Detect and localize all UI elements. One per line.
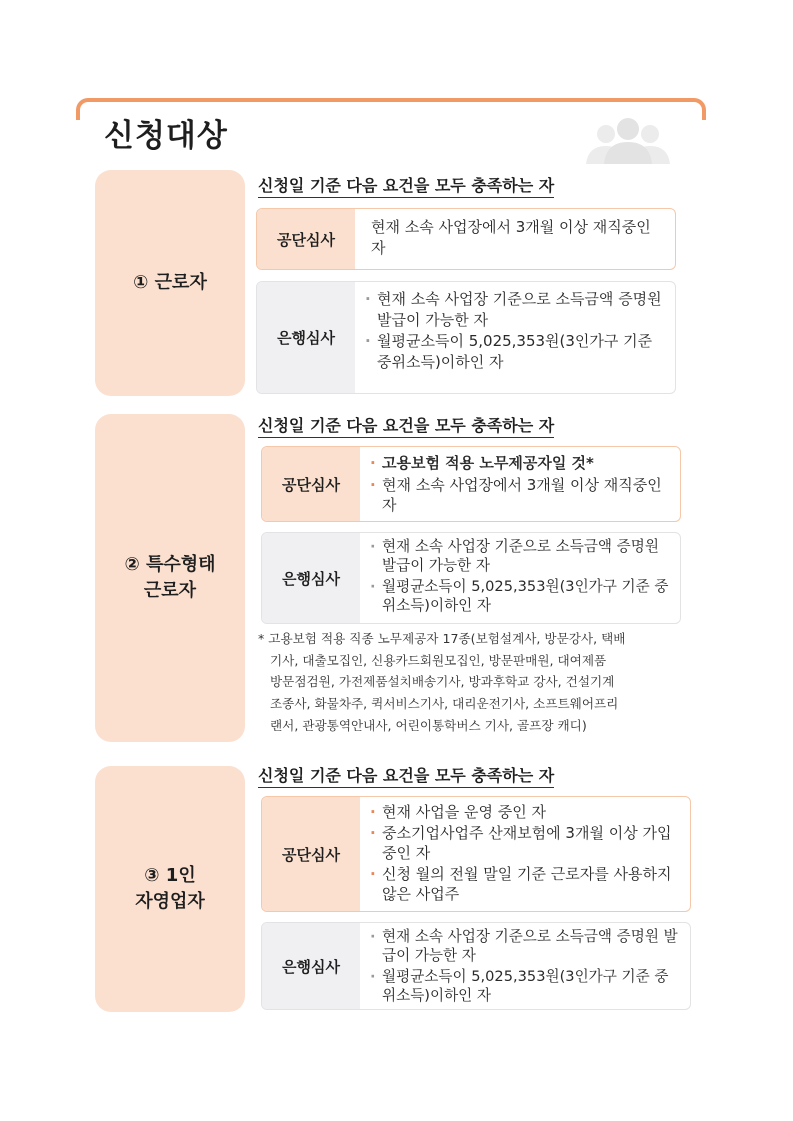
- review-item: [370, 927, 680, 966]
- review-item: [365, 331, 665, 372]
- bullet-dot: ·: [370, 967, 376, 985]
- review-item-text: 현재 소속 사업장 기준으로 소득금액 증명원 발급이 가능한 자: [377, 290, 662, 329]
- footnote-line: 랜서, 관광통역안내사, 어린이통학버스 기사, 골프장 캐디): [270, 717, 587, 733]
- gong-review-box: [261, 446, 681, 522]
- category-label-line: 자영업자: [135, 891, 205, 912]
- bullet-dot: ·: [370, 803, 376, 821]
- review-item: [365, 217, 665, 258]
- review-item: [370, 802, 680, 822]
- footnote-line: 기사, 대출모집인, 신용카드회원모집인, 방문판매원, 대여제품: [270, 652, 607, 668]
- category-panel: [95, 170, 245, 396]
- review-item-text: 현재 사업을 운영 중인 자: [382, 803, 546, 821]
- review-item-text: 월평균소득이 5,025,353원(3인가구 기준 중위소득)이하인 자: [382, 577, 669, 614]
- gong-review-label: 공단심사: [257, 209, 355, 269]
- category-panel: [95, 414, 245, 742]
- footnote: [258, 628, 684, 736]
- bullet-dot: ·: [370, 475, 376, 494]
- bank-review-body: [360, 923, 690, 1009]
- requirement-heading: 신청일 기준 다음 요건을 모두 충족하는 자: [258, 176, 554, 198]
- review-item-text: 신청 월의 전월 말일 기준 근로자를 사용하지 않은 사업주: [382, 865, 672, 904]
- review-item: [370, 577, 670, 616]
- bank-review-label: 은행심사: [262, 533, 360, 623]
- review-item-text: 현재 소속 사업장에서 3개월 이상 재직중인 자: [371, 218, 651, 257]
- category-label: [124, 552, 215, 604]
- bank-review-body: [360, 533, 680, 623]
- category-panel: [95, 766, 245, 1012]
- review-item-text: 고용보험 적용 노무제공자일 것*: [382, 454, 594, 472]
- review-item-text: 현재 소속 사업장 기준으로 소득금액 증명원 발급이 가능한 자: [382, 928, 678, 965]
- category-label-line: 근로자: [143, 580, 197, 601]
- review-item: [370, 864, 680, 904]
- bullet-dot: ·: [370, 928, 376, 945]
- bullet-dot: ·: [365, 290, 371, 308]
- review-item: [370, 453, 670, 474]
- review-item-text: 월평균소득이 5,025,353원(3인가구 기준 중위소득)이하인 자: [377, 332, 653, 372]
- requirement-heading: 신청일 기준 다음 요건을 모두 충족하는 자: [258, 416, 554, 438]
- bullet-dot: ·: [370, 824, 376, 843]
- gong-review-label: 공단심사: [262, 797, 360, 911]
- gong-review-body: [360, 797, 690, 911]
- bullet-dot: ·: [370, 454, 376, 472]
- category-label-line: ② 특수형태: [124, 553, 216, 575]
- review-item-text: 중소기업사업주 산재보험에 3개월 이상 가입 중인 자: [382, 824, 672, 863]
- bank-review-label: 은행심사: [257, 282, 355, 393]
- review-item: [365, 289, 665, 330]
- gong-review-box: [261, 796, 691, 912]
- page-title: 신청대상: [104, 118, 228, 154]
- gong-review-body: [355, 209, 675, 269]
- bank-review-box: [261, 922, 691, 1010]
- review-item: [370, 537, 670, 576]
- review-item-text: 현재 소속 사업장 기준으로 소득금액 증명원 발급이 가능한 자: [382, 538, 659, 575]
- footnote-line: * 고용보험 적용 직종 노무제공자 17종(보험설계사, 방문강사, 택배: [258, 631, 626, 646]
- bullet-dot: ·: [370, 577, 376, 595]
- top-accent-bar: [76, 98, 706, 120]
- bank-review-body: [355, 282, 675, 393]
- bank-review-box: [261, 532, 681, 624]
- gong-review-label: 공단심사: [262, 447, 360, 521]
- people-group-icon: [578, 118, 678, 164]
- review-item: [370, 823, 680, 863]
- section-special-worker: [95, 414, 700, 742]
- review-item-text: 월평균소득이 5,025,353원(3인가구 기준 중위소득)이하인 자: [382, 967, 669, 1004]
- bullet-dot: ·: [370, 538, 376, 555]
- category-label-line: ③ 1인: [144, 864, 196, 886]
- bullet-dot: ·: [370, 865, 376, 884]
- bullet-dot: ·: [365, 332, 371, 351]
- footnote-line: 방문점검원, 가전제품설치배송기사, 방과후학교 강사, 건설기계: [270, 674, 615, 690]
- review-item-text: 현재 소속 사업장에서 3개월 이상 재직중인 자: [382, 475, 662, 515]
- review-item: [370, 967, 680, 1006]
- requirement-heading: 신청일 기준 다음 요건을 모두 충족하는 자: [258, 766, 554, 788]
- gong-review-body: [360, 447, 680, 521]
- section-worker: [95, 170, 700, 396]
- gong-review-box: [256, 208, 676, 270]
- category-label: ① 근로자: [133, 271, 207, 293]
- footnote-line: 조종사, 화물차주, 퀵서비스기사, 대리운전기사, 소프트웨어프리: [270, 695, 619, 711]
- review-item: [370, 475, 670, 516]
- section-self-employed: [95, 766, 700, 1012]
- category-label: [135, 863, 205, 915]
- bank-review-label: 은행심사: [262, 923, 360, 1009]
- bank-review-box: [256, 281, 676, 394]
